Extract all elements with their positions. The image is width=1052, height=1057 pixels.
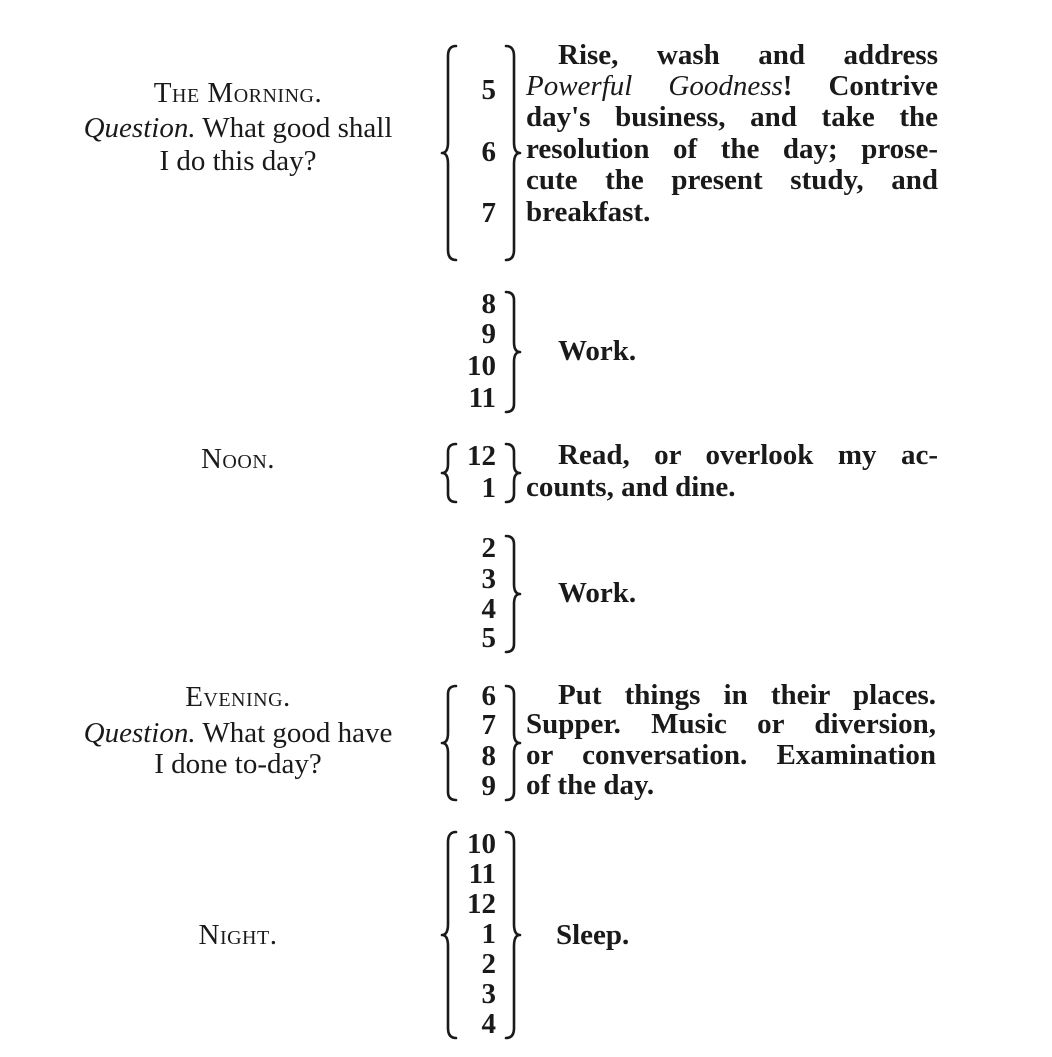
hour-label: 8 bbox=[481, 740, 496, 772]
hour-label: 3 bbox=[481, 563, 496, 595]
hour-label: 7 bbox=[481, 709, 496, 741]
evening-activity-line4: of the day. bbox=[526, 769, 655, 801]
evening-question-line2: I done to-day? bbox=[154, 748, 322, 780]
noon-activity-line2: counts, and dine. bbox=[526, 471, 736, 503]
night-right-brace bbox=[502, 830, 522, 1040]
hour-label: 5 bbox=[481, 74, 496, 106]
hour-label: 1 bbox=[481, 918, 496, 950]
hour-label: 10 bbox=[467, 828, 496, 860]
hour-label: 6 bbox=[481, 136, 496, 168]
morning-activity-line2 bbox=[526, 71, 938, 102]
evening-activity-line2: Supper. Music or diversion, bbox=[526, 708, 936, 740]
hour-label: 4 bbox=[481, 1008, 496, 1040]
work2-activity: Work. bbox=[558, 577, 637, 609]
hour-label: 8 bbox=[481, 288, 496, 320]
noon-left-brace bbox=[440, 442, 460, 504]
work1-activity: Work. bbox=[558, 335, 637, 367]
evening-activity-line3: or conversation. Examination bbox=[526, 739, 936, 771]
work2-right-brace bbox=[502, 534, 522, 654]
morning-right-brace bbox=[502, 44, 522, 262]
night-activity: Sleep. bbox=[556, 919, 630, 951]
hour-label: 2 bbox=[481, 532, 496, 564]
hour-label: 10 bbox=[467, 350, 496, 382]
work1-right-brace bbox=[502, 290, 522, 414]
morning-question-text: What good shall bbox=[195, 112, 393, 144]
morning-activity-line1: Rise, wash and address bbox=[558, 39, 938, 71]
hour-label: 12 bbox=[467, 440, 496, 472]
hour-label: 4 bbox=[481, 593, 496, 625]
night-left-brace bbox=[440, 830, 460, 1040]
morning-activity-line4: resolution of the day; prose- bbox=[526, 133, 938, 165]
noon-activity-line1: Read, or overlook my ac- bbox=[558, 439, 938, 471]
hour-label: 2 bbox=[481, 948, 496, 980]
morning-activity-line5: cute the present study, and bbox=[526, 164, 938, 196]
hour-label: 12 bbox=[467, 888, 496, 920]
hour-label: 9 bbox=[481, 770, 496, 802]
evening-question bbox=[48, 718, 428, 749]
morning-title: The Morning. bbox=[153, 77, 323, 109]
night-title: Night. bbox=[198, 919, 278, 951]
morning-question-label: Question. bbox=[83, 112, 196, 144]
hour-label: 6 bbox=[481, 680, 496, 712]
hour-label: 11 bbox=[468, 858, 496, 890]
morning-activity-line6: breakfast. bbox=[526, 196, 651, 228]
hour-label: 3 bbox=[481, 978, 496, 1010]
evening-right-brace bbox=[502, 684, 522, 802]
noon-title: Noon. bbox=[200, 443, 276, 475]
evening-question-text: What good have bbox=[195, 717, 393, 749]
morning-question bbox=[48, 113, 428, 144]
hour-label: 11 bbox=[468, 382, 496, 414]
morning-activity-line2-rest: ! Contrive bbox=[782, 70, 938, 102]
morning-activity-line3: day's business, and take the bbox=[526, 101, 938, 133]
hour-label: 5 bbox=[481, 622, 496, 654]
morning-left-brace bbox=[440, 44, 460, 262]
hour-label: 1 bbox=[481, 472, 496, 504]
evening-question-label: Question. bbox=[83, 717, 196, 749]
morning-activity-italic: Powerful Goodness bbox=[526, 70, 783, 102]
hour-label: 9 bbox=[481, 318, 496, 350]
evening-title: Evening. bbox=[185, 681, 291, 713]
noon-right-brace bbox=[502, 442, 522, 504]
evening-activity-line1: Put things in their places. bbox=[558, 679, 936, 711]
evening-left-brace bbox=[440, 684, 460, 802]
hour-label: 7 bbox=[481, 197, 496, 229]
morning-question-line2: I do this day? bbox=[159, 145, 317, 177]
